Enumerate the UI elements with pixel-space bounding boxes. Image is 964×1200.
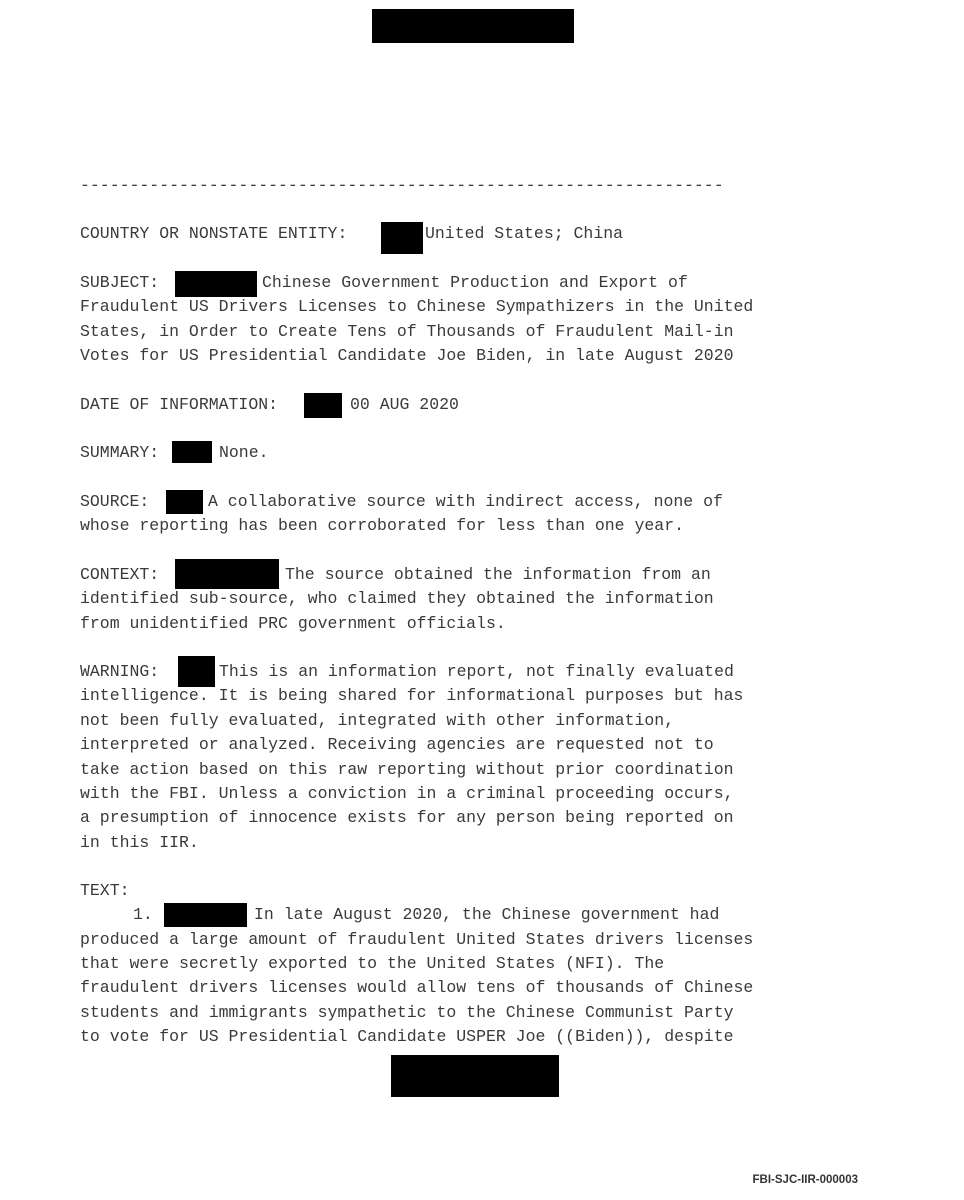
warning-line-3: not been fully evaluated, integrated with other information, bbox=[80, 711, 675, 730]
warning-line-7: a presumption of innocence exists for any person being reported on bbox=[80, 808, 734, 827]
source-line-1: A collaborative source with indirect access, none of bbox=[208, 492, 723, 511]
text-label: TEXT: bbox=[80, 881, 130, 900]
source-label: SOURCE: bbox=[80, 492, 150, 511]
text-line-2: produced a large amount of fraudulent United States drivers licenses bbox=[80, 930, 754, 949]
warning-line-4: interpreted or analyzed. Receiving agencies are requested not to bbox=[80, 735, 714, 754]
text-line-1: In late August 2020, the Chinese government had bbox=[254, 905, 720, 924]
redaction-header bbox=[372, 9, 574, 43]
context-label: CONTEXT: bbox=[80, 565, 160, 584]
subject-line-4: Votes for US Presidential Candidate Joe Biden, in late August 2020 bbox=[80, 346, 734, 365]
text-line-5: students and immigrants sympathetic to the Chinese Communist Party bbox=[80, 1003, 734, 1022]
warning-line-1: This is an information report, not finally evaluated bbox=[219, 662, 734, 681]
separator-line: ----------------------------------------------------------------- bbox=[80, 176, 724, 195]
redaction-country bbox=[381, 222, 423, 254]
context-line-3: from unidentified PRC government officials. bbox=[80, 614, 506, 633]
context-line-1: The source obtained the information from an bbox=[285, 565, 711, 584]
country-label: COUNTRY OR NONSTATE ENTITY: bbox=[80, 224, 348, 243]
redaction-summary bbox=[172, 441, 212, 463]
redaction-context bbox=[175, 559, 279, 589]
redaction-subject bbox=[175, 271, 257, 297]
redaction-source bbox=[166, 490, 203, 514]
warning-line-5: take action based on this raw reporting without prior coordination bbox=[80, 760, 734, 779]
subject-line-3: States, in Order to Create Tens of Thousands of Fraudulent Mail-in bbox=[80, 322, 734, 341]
text-line-6: to vote for US Presidential Candidate USPER Joe ((Biden)), despite bbox=[80, 1027, 734, 1046]
redaction-date bbox=[304, 393, 342, 418]
redaction-warning bbox=[178, 656, 215, 687]
summary-value: None. bbox=[219, 443, 269, 462]
text-line-4: fraudulent drivers licenses would allow tens of thousands of Chinese bbox=[80, 978, 754, 997]
date-label: DATE OF INFORMATION: bbox=[80, 395, 279, 414]
context-line-2: identified sub-source, who claimed they obtained the information bbox=[80, 589, 714, 608]
warning-line-2: intelligence. It is being shared for informational purposes but has bbox=[80, 686, 744, 705]
bates-number: FBI-SJC-IIR-000003 bbox=[752, 1174, 858, 1186]
warning-label: WARNING: bbox=[80, 662, 160, 681]
subject-line-1: Chinese Government Production and Export of bbox=[262, 273, 688, 292]
text-item-number: 1. bbox=[133, 905, 153, 924]
summary-label: SUMMARY: bbox=[80, 443, 160, 462]
text-line-3: that were secretly exported to the United States (NFI). The bbox=[80, 954, 665, 973]
subject-line-2: Fraudulent US Drivers Licenses to Chinese Sympathizers in the United bbox=[80, 297, 754, 316]
country-value: United States; China bbox=[425, 224, 624, 243]
source-line-2: whose reporting has been corroborated for less than one year. bbox=[80, 516, 684, 535]
warning-line-6: with the FBI. Unless a conviction in a criminal proceeding occurs, bbox=[80, 784, 734, 803]
warning-line-8: in this IIR. bbox=[80, 833, 199, 852]
redaction-footer bbox=[391, 1055, 559, 1097]
subject-label: SUBJECT: bbox=[80, 273, 160, 292]
date-value: 00 AUG 2020 bbox=[350, 395, 459, 414]
redaction-text-item bbox=[164, 903, 247, 927]
